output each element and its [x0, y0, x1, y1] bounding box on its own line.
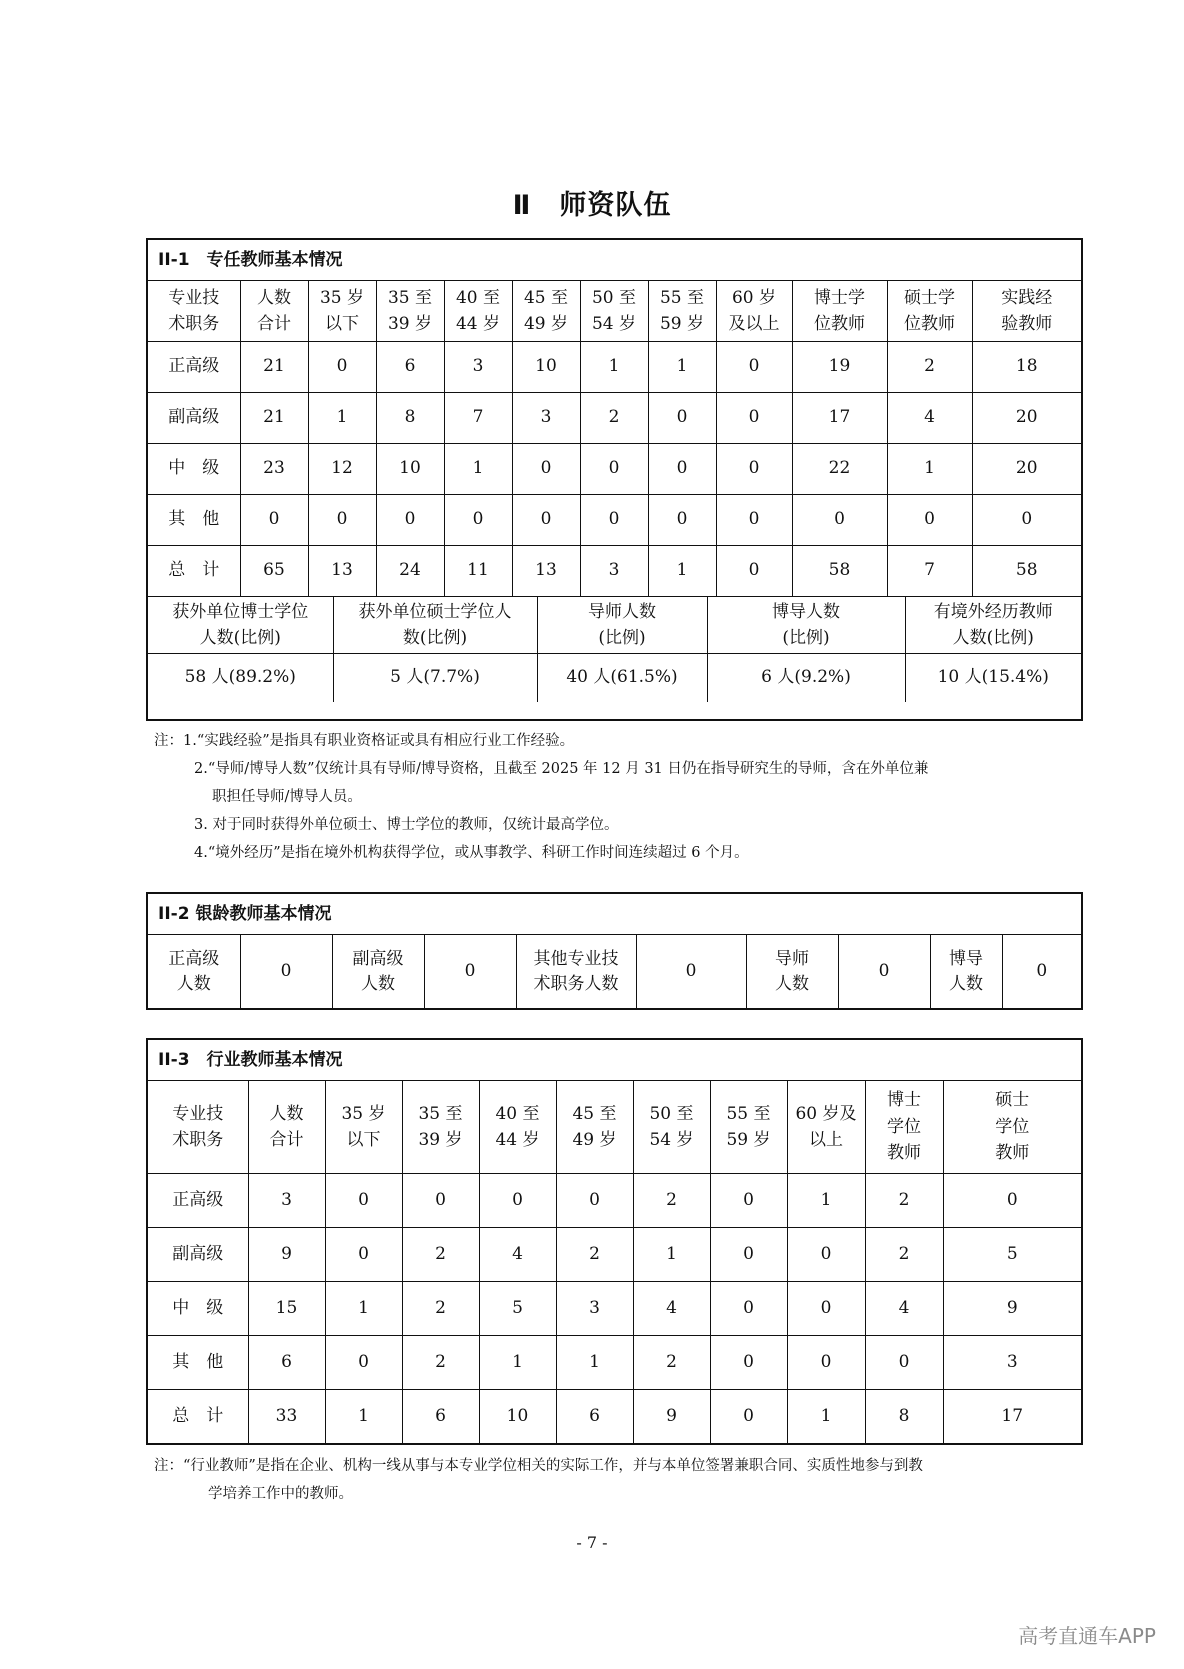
- full-time-teachers-table: [148, 281, 1081, 596]
- table-row: [148, 1228, 1081, 1282]
- table-row: [148, 393, 1081, 444]
- section-ii-2-heading: II-2 银龄教师基本情况: [148, 894, 1081, 935]
- table-cell: 0: [556, 1174, 633, 1228]
- column-header: 博士学 位教师: [792, 281, 887, 342]
- column-header: 人数 合计: [248, 1081, 325, 1174]
- table-cell: 0: [648, 393, 716, 444]
- row-label: 副高级: [148, 1228, 248, 1282]
- table-cell: 5: [479, 1282, 556, 1336]
- note-line: 学培养工作中的教师。: [208, 1486, 353, 1502]
- table-cell: 13: [308, 546, 376, 597]
- table-cell: 0: [716, 342, 792, 393]
- table-cell: 1: [308, 393, 376, 444]
- section-ii-3: [146, 1038, 1083, 1445]
- column-header: 35 岁 以下: [325, 1081, 402, 1174]
- table-cell: 1: [648, 546, 716, 597]
- table-cell: 9: [248, 1228, 325, 1282]
- table-cell: 9: [633, 1390, 710, 1444]
- table-cell: 4: [865, 1282, 943, 1336]
- watermark: 高考直通车APP: [1018, 1624, 1156, 1648]
- silver-label: 正高级 人数: [148, 935, 240, 1009]
- column-header: 硕士学 位教师: [887, 281, 972, 342]
- table-cell: 1: [887, 444, 972, 495]
- column-header: 45 至 49 岁: [512, 281, 580, 342]
- table-cell: 58: [792, 546, 887, 597]
- table-cell: 9: [943, 1282, 1081, 1336]
- table-cell: 0: [376, 495, 444, 546]
- table-cell: 6: [556, 1390, 633, 1444]
- table-cell: 0: [325, 1336, 402, 1390]
- table-cell: 10: [512, 342, 580, 393]
- row-label: 正高级: [148, 342, 240, 393]
- table-cell: 2: [633, 1336, 710, 1390]
- silver-value: 0: [636, 935, 746, 1009]
- full-time-summary-table: [148, 596, 1081, 702]
- table-cell: 0: [648, 444, 716, 495]
- table-cell: 0: [648, 495, 716, 546]
- table-cell: 2: [402, 1336, 479, 1390]
- column-header: 实践经 验教师: [972, 281, 1081, 342]
- summary-header: 导师人数 (比例): [537, 597, 707, 654]
- table-cell: 1: [325, 1282, 402, 1336]
- table-cell: 3: [512, 393, 580, 444]
- column-header: 硕士 学位 教师: [943, 1081, 1081, 1174]
- note-line: 4.“境外经历”是指在境外机构获得学位，或从事教学、科研工作时间连续超过 6 个月。: [194, 845, 749, 861]
- note-line: 注：1.“实践经验”是指具有职业资格证或具有相应行业工作经验。: [154, 733, 575, 749]
- summary-value: 40 人(61.5%): [537, 654, 707, 703]
- table-row: [148, 342, 1081, 393]
- summary-header: 有境外经历教师 人数(比例): [905, 597, 1081, 654]
- table-row: [148, 1390, 1081, 1444]
- table-cell: 0: [710, 1282, 787, 1336]
- table-cell: 0: [710, 1174, 787, 1228]
- table-cell: 23: [240, 444, 308, 495]
- table-cell: 1: [633, 1228, 710, 1282]
- table-cell: 0: [787, 1282, 865, 1336]
- table-cell: 2: [865, 1174, 943, 1228]
- table-cell: 0: [308, 342, 376, 393]
- column-header: 人数 合计: [240, 281, 308, 342]
- table-cell: 2: [887, 342, 972, 393]
- table-cell: 3: [943, 1336, 1081, 1390]
- industry-teachers-table: [148, 1081, 1081, 1443]
- table-cell: 0: [787, 1228, 865, 1282]
- row-label: 其 他: [148, 495, 240, 546]
- page-title: Ⅱ 师资队伍: [512, 190, 672, 221]
- table-cell: 1: [444, 444, 512, 495]
- table-cell: 0: [325, 1174, 402, 1228]
- column-header: 45 至 49 岁: [556, 1081, 633, 1174]
- table-cell: 10: [376, 444, 444, 495]
- section-ii-1: [146, 238, 1083, 721]
- table-cell: 21: [240, 342, 308, 393]
- table-cell: 58: [972, 546, 1081, 597]
- table-cell: 5: [943, 1228, 1081, 1282]
- column-header: 35 至 39 岁: [402, 1081, 479, 1174]
- table-cell: 22: [792, 444, 887, 495]
- table-cell: 0: [710, 1390, 787, 1444]
- column-header: 40 至 44 岁: [444, 281, 512, 342]
- silver-label: 其他专业技 术职务人数: [516, 935, 636, 1009]
- table-cell: 0: [710, 1336, 787, 1390]
- table-cell: 3: [444, 342, 512, 393]
- row-label: 其 他: [148, 1336, 248, 1390]
- table-cell: 4: [633, 1282, 710, 1336]
- table-cell: 0: [512, 444, 580, 495]
- notes-ii-3: [154, 1452, 923, 1508]
- notes-ii-1: [154, 727, 928, 867]
- table-cell: 4: [479, 1228, 556, 1282]
- table-row: [148, 1336, 1081, 1390]
- section-ii-2: [146, 892, 1083, 1010]
- column-header: 专业技 术职务: [148, 281, 240, 342]
- table-cell: 3: [580, 546, 648, 597]
- note-line: 职担任导师/博导人员。: [212, 789, 362, 805]
- table-row: [148, 495, 1081, 546]
- summary-header: 获外单位博士学位 人数(比例): [148, 597, 333, 654]
- silver-value: 0: [424, 935, 516, 1009]
- table-cell: 8: [865, 1390, 943, 1444]
- table-cell: 15: [248, 1282, 325, 1336]
- table-cell: 20: [972, 393, 1081, 444]
- table-cell: 65: [240, 546, 308, 597]
- table-cell: 6: [376, 342, 444, 393]
- table-cell: 33: [248, 1390, 325, 1444]
- table-cell: 0: [402, 1174, 479, 1228]
- table-cell: 1: [556, 1336, 633, 1390]
- table-cell: 19: [792, 342, 887, 393]
- table-row: [148, 444, 1081, 495]
- table-cell: 1: [325, 1390, 402, 1444]
- table-cell: 8: [376, 393, 444, 444]
- table-cell: 3: [556, 1282, 633, 1336]
- silver-value: 0: [1002, 935, 1081, 1009]
- table-cell: 17: [792, 393, 887, 444]
- summary-value: 10 人(15.4%): [905, 654, 1081, 703]
- table-cell: 13: [512, 546, 580, 597]
- table-cell: 20: [972, 444, 1081, 495]
- table-cell: 0: [580, 495, 648, 546]
- note-line: 3. 对于同时获得外单位硕士、博士学位的教师，仅统计最高学位。: [194, 817, 619, 833]
- column-header: 60 岁 及以上: [716, 281, 792, 342]
- table-cell: 0: [325, 1228, 402, 1282]
- table-cell: 0: [710, 1228, 787, 1282]
- table-cell: 2: [556, 1228, 633, 1282]
- table-cell: 18: [972, 342, 1081, 393]
- summary-value: 5 人(7.7%): [333, 654, 537, 703]
- table-cell: 0: [716, 546, 792, 597]
- table-cell: 2: [633, 1174, 710, 1228]
- column-header: 35 至 39 岁: [376, 281, 444, 342]
- table-cell: 21: [240, 393, 308, 444]
- table-cell: 0: [444, 495, 512, 546]
- table-cell: 24: [376, 546, 444, 597]
- row-label: 副高级: [148, 393, 240, 444]
- row-label: 中 级: [148, 1282, 248, 1336]
- column-header: 40 至 44 岁: [479, 1081, 556, 1174]
- table-cell: 11: [444, 546, 512, 597]
- table-row: [148, 1282, 1081, 1336]
- silver-value: 0: [838, 935, 930, 1009]
- table-cell: 0: [887, 495, 972, 546]
- table-cell: 2: [580, 393, 648, 444]
- note-line: 注：“行业教师”是指在企业、机构一线从事与本专业学位相关的实际工作，并与本单位签署兼职合同、实质性地参与到教: [154, 1458, 923, 1474]
- summary-header: 获外单位硕士学位人 数(比例): [333, 597, 537, 654]
- table-row: [148, 546, 1081, 597]
- summary-row: [148, 654, 1081, 703]
- column-header: 50 至 54 岁: [580, 281, 648, 342]
- column-header: 35 岁 以下: [308, 281, 376, 342]
- table-cell: 0: [308, 495, 376, 546]
- table-cell: 0: [580, 444, 648, 495]
- table-cell: 4: [887, 393, 972, 444]
- silver-age-teachers-table: [148, 935, 1081, 1009]
- section-ii-1-heading: II-1 专任教师基本情况: [148, 240, 1081, 281]
- table-cell: 0: [972, 495, 1081, 546]
- row-label: 总 计: [148, 1390, 248, 1444]
- column-header: 55 至 59 岁: [710, 1081, 787, 1174]
- table-cell: 0: [943, 1174, 1081, 1228]
- table-cell: 0: [512, 495, 580, 546]
- summary-value: 58 人(89.2%): [148, 654, 333, 703]
- table-row: [148, 1174, 1081, 1228]
- table-cell: 10: [479, 1390, 556, 1444]
- summary-value: 6 人(9.2%): [707, 654, 905, 703]
- table-cell: 0: [792, 495, 887, 546]
- table-cell: 1: [787, 1174, 865, 1228]
- column-header: 50 至 54 岁: [633, 1081, 710, 1174]
- table-cell: 7: [887, 546, 972, 597]
- table-cell: 2: [865, 1228, 943, 1282]
- table-cell: 6: [248, 1336, 325, 1390]
- silver-label: 导师 人数: [746, 935, 838, 1009]
- section-ii-3-heading: II-3 行业教师基本情况: [148, 1040, 1081, 1081]
- table-cell: 17: [943, 1390, 1081, 1444]
- table-cell: 0: [240, 495, 308, 546]
- summary-header: 博导人数 (比例): [707, 597, 905, 654]
- table-cell: 1: [479, 1336, 556, 1390]
- note-line: 2.“导师/博导人数”仅统计具有导师/博导资格，且截至 2025 年 12 月 31 日仍在指导研究生的导师，含在外单位兼: [194, 761, 929, 777]
- table-cell: 2: [402, 1228, 479, 1282]
- table-cell: 1: [787, 1390, 865, 1444]
- table-cell: 3: [248, 1174, 325, 1228]
- table-cell: 0: [865, 1336, 943, 1390]
- row-label: 中 级: [148, 444, 240, 495]
- table-cell: 7: [444, 393, 512, 444]
- column-header: 专业技 术职务: [148, 1081, 248, 1174]
- table-cell: 0: [787, 1336, 865, 1390]
- table-cell: 6: [402, 1390, 479, 1444]
- table-cell: 0: [716, 495, 792, 546]
- column-header: 55 至 59 岁: [648, 281, 716, 342]
- table-cell: 0: [716, 393, 792, 444]
- table-cell: 2: [402, 1282, 479, 1336]
- table-cell: 0: [716, 444, 792, 495]
- silver-value: 0: [240, 935, 332, 1009]
- silver-label: 博导 人数: [930, 935, 1002, 1009]
- page-number: - 7 -: [576, 1533, 608, 1552]
- row-label: 总 计: [148, 546, 240, 597]
- column-header: 博士 学位 教师: [865, 1081, 943, 1174]
- column-header: 60 岁及 以上: [787, 1081, 865, 1174]
- table-cell: 0: [479, 1174, 556, 1228]
- table-cell: 1: [648, 342, 716, 393]
- table-cell: 12: [308, 444, 376, 495]
- table-cell: 1: [580, 342, 648, 393]
- silver-label: 副高级 人数: [332, 935, 424, 1009]
- row-label: 正高级: [148, 1174, 248, 1228]
